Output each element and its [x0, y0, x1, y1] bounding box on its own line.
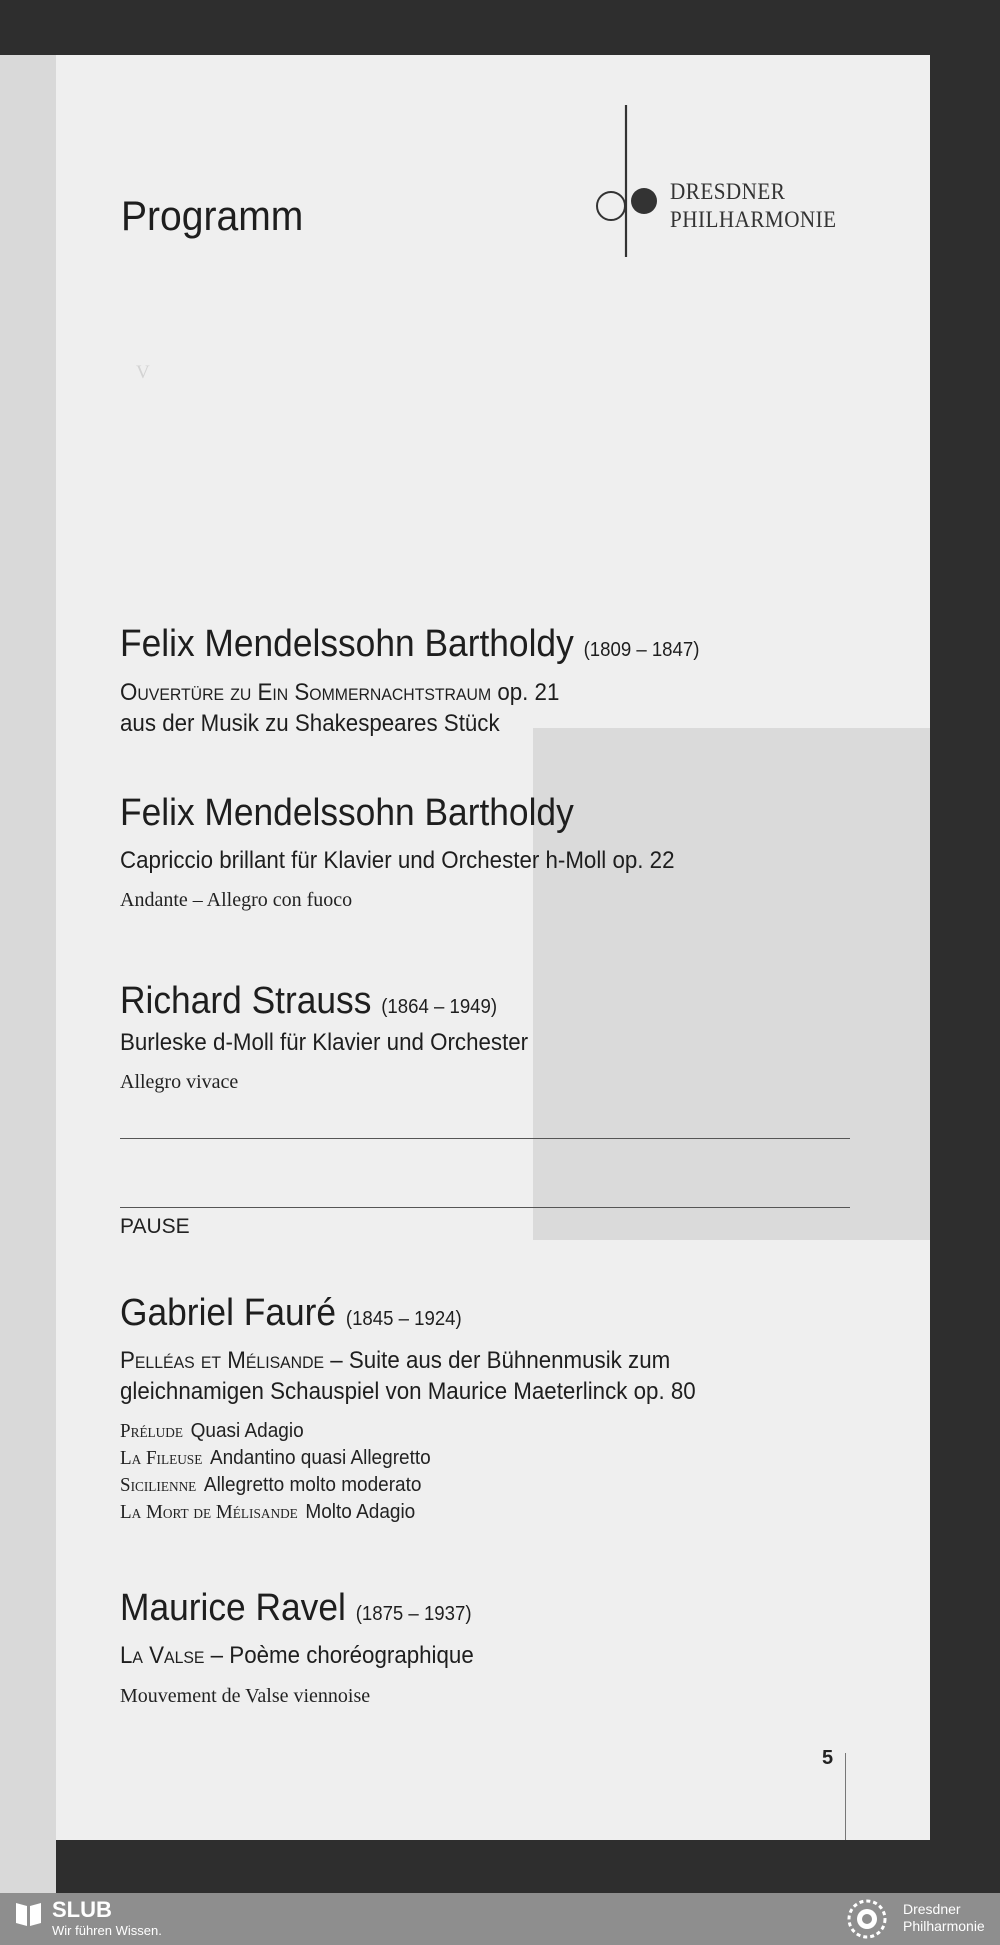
composer-mendelssohn-1	[120, 623, 699, 666]
movement-tempo: Quasi Adagio	[190, 1420, 304, 1442]
work-title-sc: Pelléas et Mélisande	[120, 1347, 325, 1374]
movement-tempo: Allegretto molto moderato	[203, 1474, 422, 1496]
movement-list	[120, 1418, 447, 1526]
work-title: Capriccio brillant für Klavier und Orchester h-Moll op. 22	[120, 847, 675, 874]
movement-tempo: Molto Adagio	[305, 1501, 416, 1523]
pause-label: PAUSE	[120, 1215, 190, 1238]
bleed-through-text: V	[136, 362, 150, 383]
book-icon	[14, 1899, 44, 1929]
composer-years: (1845 – 1924)	[345, 1308, 462, 1330]
composer-mendelssohn-2	[120, 792, 574, 835]
composer-name: Richard Strauss	[120, 980, 372, 1022]
movement-item	[120, 1418, 431, 1445]
page-title: Programm	[121, 192, 304, 239]
work-subtitle: aus der Musik zu Shakespeares Stück	[120, 710, 500, 737]
logo-mark-icon	[580, 100, 660, 260]
work-title	[120, 1640, 474, 1671]
movement-name: Sicilienne	[120, 1474, 197, 1496]
work-title-suffix: – Suite aus der Bühnenmusik zum	[324, 1347, 671, 1374]
tempo-marking: Allegro vivace	[120, 1071, 239, 1093]
partner-name	[903, 1901, 985, 1935]
work-title: Burleske d-Moll für Klavier und Orchester	[120, 1029, 529, 1056]
viewer-footer	[0, 1893, 1000, 1945]
library-name: SLUB	[52, 1897, 112, 1922]
movement-item	[120, 1445, 431, 1472]
movement-name: Prélude	[120, 1420, 184, 1442]
composer-strauss	[120, 980, 497, 1023]
movement-item	[120, 1499, 431, 1526]
tempo-marking: Mouvement de Valse viennoise	[120, 1685, 371, 1707]
adjacent-page-edge	[0, 55, 56, 1895]
composer-years: (1864 – 1949)	[381, 996, 498, 1018]
logo-text-line1: DRESDNER	[670, 179, 786, 204]
work-title-suffix: – Poème choréographique	[204, 1642, 474, 1669]
work-subtitle: gleichnamigen Schauspiel von Maurice Maeterlinck op. 80	[120, 1378, 696, 1405]
philharmonie-emblem-icon	[843, 1897, 891, 1941]
bleed-through-photo	[533, 728, 930, 1240]
composer-years: (1875 – 1937)	[355, 1603, 472, 1625]
divider-top	[120, 1138, 850, 1139]
program-page	[56, 55, 930, 1840]
composer-name: Felix Mendelssohn Bartholdy	[120, 792, 574, 834]
composer-faure	[120, 1292, 462, 1335]
divider-bottom	[120, 1207, 850, 1208]
work-title-sc: La Valse	[120, 1642, 205, 1669]
composer-name: Maurice Ravel	[120, 1587, 346, 1629]
movement-item	[120, 1472, 431, 1499]
work-title-suffix: op. 21	[491, 679, 560, 706]
composer-name: Gabriel Fauré	[120, 1292, 337, 1334]
partner-name-line2: Philharmonie	[903, 1918, 985, 1934]
movement-name: La Fileuse	[120, 1447, 203, 1469]
composer-years: (1809 – 1847)	[583, 639, 700, 661]
composer-name: Felix Mendelssohn Bartholdy	[120, 623, 574, 665]
page-number: 5	[822, 1747, 834, 1769]
tempo-marking: Andante – Allegro con fuoco	[120, 889, 353, 911]
work-title	[120, 677, 559, 708]
work-title	[120, 1345, 670, 1376]
logo-text-line2: PHILHARMONIE	[670, 207, 837, 232]
work-title-sc: Ouvertüre zu Ein Sommernachtstraum	[120, 679, 492, 706]
dresdner-philharmonie-logo	[580, 100, 910, 260]
movement-tempo: Andantino quasi Allegretto	[209, 1447, 431, 1469]
composer-ravel	[120, 1587, 472, 1630]
library-tagline: Wir führen Wissen.	[52, 1923, 162, 1938]
partner-name-line1: Dresdner	[903, 1901, 961, 1917]
movement-name: La Mort de Mélisande	[120, 1501, 298, 1523]
page-number-rule	[845, 1753, 846, 1840]
